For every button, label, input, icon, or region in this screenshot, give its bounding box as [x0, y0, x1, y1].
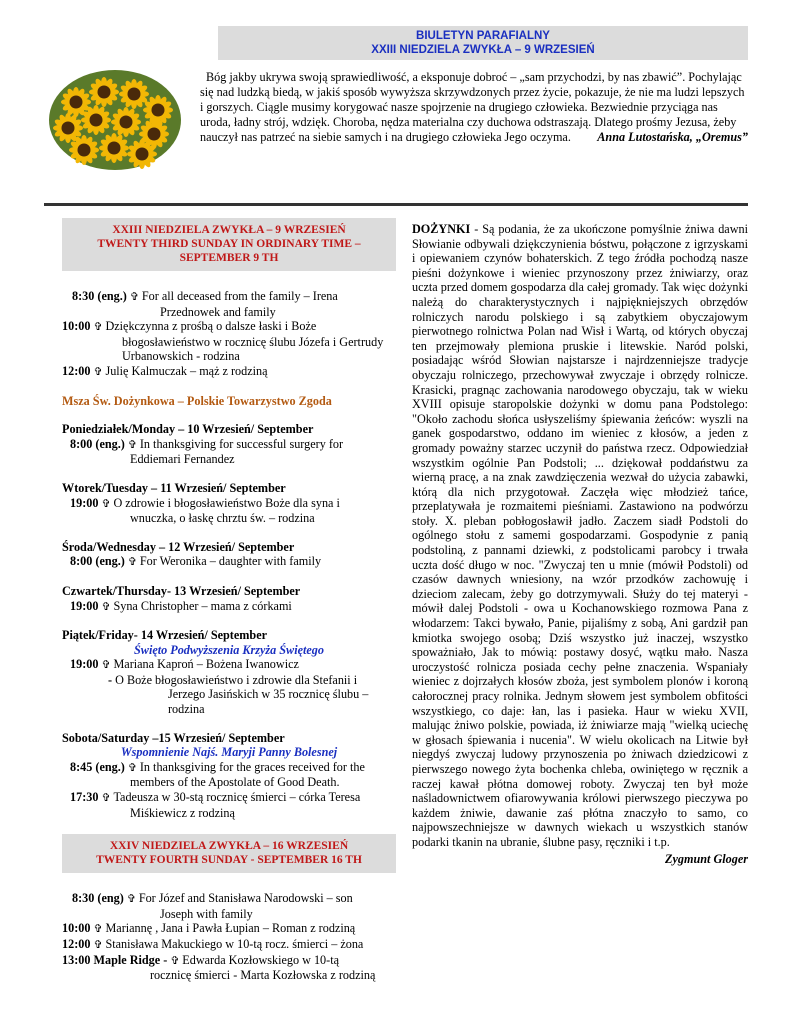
mass-entry: [62, 790, 396, 820]
mass-time: 10:00: [62, 921, 94, 936]
mass-intention: For Józef and Stanisława Narodowski – son: [138, 891, 353, 906]
mass-intention-cont: Jerzego Jasińskich w 35 rocznicę ślubu – rodzina: [168, 687, 369, 717]
mass-time: -: [108, 672, 116, 687]
week2-title-box: [62, 834, 396, 873]
day-heading: Poniedziałek/Monday – 10 Wrzesień/ September: [62, 422, 314, 437]
mass-intention-cont: Przednowek and family: [160, 304, 276, 319]
week1-title-pl: XXIII NIEDZIELA ZWYKŁA – 9 WRZESIEŃ: [112, 224, 346, 236]
mass-time: 19:00: [70, 657, 102, 672]
mass-schedule: [62, 218, 396, 983]
msza-dozynkowa: Msza Św. Dożynkowa – Polskie Towarzystwo Zgoda: [62, 393, 332, 408]
mass-time: 8:00 (eng.): [70, 554, 128, 569]
day-heading: Środa/Wednesday – 12 Wrzesień/ September: [62, 539, 295, 554]
day-heading: Czwartek/Thursday- 13 Wrzesień/ September: [62, 583, 301, 598]
mass-intention: Edwarda Kozłowskiego w 10-tą: [182, 952, 339, 967]
day-block: [62, 481, 396, 526]
mass-intention: In thanksgiving for successful surgery for: [139, 436, 344, 451]
mass-entry: [62, 673, 396, 717]
mass-intention: For all deceased from the family – Irena: [141, 289, 338, 303]
mass-intention-cont: Eddiemari Fernandez: [130, 452, 235, 467]
cross-icon: ✞: [101, 600, 114, 613]
cross-icon: ✞: [93, 321, 106, 334]
day-block: [62, 628, 396, 717]
mass-entry: [62, 760, 396, 790]
cross-icon: ✞: [101, 792, 114, 805]
cross-icon: ✞: [93, 365, 106, 378]
cross-icon: ✞: [101, 497, 114, 510]
mass-time: 8:45 (eng.): [70, 759, 128, 774]
mass-entry: [62, 921, 396, 937]
mass-intention-cont: members of the Apostolate of Good Death.: [130, 775, 340, 790]
day-block: [62, 540, 396, 570]
mass-entry: [62, 364, 396, 380]
sunflower-bouquet-icon: [46, 62, 184, 174]
sunday2-masses: [62, 891, 396, 983]
mass-intention: O zdrowie i błogosławieństwo Boże dla syna i: [113, 495, 340, 510]
cross-icon: ✞: [127, 761, 140, 774]
quote-text: Bóg jakby ukrywa swoją sprawiedliwość, a eksponuje dobroć – „sam przychodzi, by nas zbawić”. Pochylając się nad ludzką biedą, w jakiś sposób wywyższa skrzywdzonych przez życie, pokazuje, że nie ma ludzi lepszych i gorszych. Ciągle musimy korygować nasze spojrzenie na drugiego człowieka. Bezwiednie przyciąga nas uroda, ładny strój, wdzięk. Choroba, nędza materialna czy duchowa odstraszają. Dlatego prośmy Jezusa, żeby nauczył nas patrzeć na siebie samych i na drugiego człowieka Jego oczyma.: [200, 70, 745, 144]
quote-author: Anna Lutostańska, „Oremus”: [597, 130, 748, 144]
feast-name: Święto Podwyższenia Krzyża Świętego: [134, 642, 324, 657]
mass-entry: [62, 289, 396, 319]
mass-time: 12:00: [62, 937, 94, 951]
mass-intention: Dziękczynna z prośbą o dalsze łaski i Boże: [105, 319, 317, 334]
mass-intention: Tadeusza w 30-stą rocznicę śmierci – córka Teresa: [113, 790, 361, 805]
week1-title-en: TWENTY THIRD SUNDAY IN ORDINARY TIME – SEPTEMBER 9 TH: [97, 238, 361, 264]
mass-time: 8:30 (eng.): [72, 289, 130, 303]
mass-entry: [62, 437, 396, 467]
mass-intention-cont: błogosławieństwo w rocznicę ślubu Józefa i Gertrudy Urbanowskich - rodzina: [122, 334, 384, 364]
mass-intention: Mariana Kaproń – Bożena Iwanowicz: [113, 657, 299, 672]
mass-intention: Stanisława Makuckiego w 10-tą rocz. śmierci – żona: [105, 937, 364, 951]
mass-time: 8:00 (eng.): [70, 436, 128, 451]
article-author: Zygmunt Gloger: [665, 851, 748, 866]
mass-entry: [62, 554, 396, 570]
mass-entry: [62, 599, 396, 615]
article: [412, 222, 748, 866]
mass-intention: In thanksgiving for the graces received for the: [139, 759, 365, 774]
day-block: [62, 731, 396, 821]
bulletin-subtitle: XXIII NIEDZIELA ZWYKŁA – 9 WRZESIEŃ: [371, 44, 595, 56]
mass-entry: [62, 319, 396, 364]
mass-entry: [62, 657, 396, 673]
mass-entry: [62, 953, 396, 983]
day-heading: Piątek/Friday- 14 Wrzesień/ September: [62, 628, 268, 643]
day-heading: Wtorek/Tuesday – 11 Wrzesień/ September: [62, 480, 286, 495]
cross-icon: ✞: [170, 954, 183, 967]
mass-time: 19:00: [70, 598, 102, 613]
day-heading: Sobota/Saturday –15 Wrzesień/ September: [62, 730, 285, 745]
day-block: [62, 584, 396, 614]
mass-time: 13:00 Maple Ridge -: [62, 952, 171, 967]
sunday-masses: [62, 289, 396, 380]
cross-icon: ✞: [127, 556, 140, 569]
mass-time: 19:00: [70, 495, 102, 510]
intro-quote: [200, 70, 748, 145]
week2-title-en: TWENTY FOURTH SUNDAY - SEPTEMBER 16 TH: [96, 854, 362, 867]
mass-intention-cont: wnuczka, o łaskę chrztu św. – rodzina: [130, 511, 315, 526]
mass-intention: Julię Kalmuczak – mąż z rodziną: [105, 363, 268, 378]
mass-intention-cont: Joseph with family: [160, 906, 253, 921]
cross-icon: ✞: [127, 438, 140, 451]
mass-intention-cont: Miśkiewicz z rodziną: [130, 805, 235, 820]
mass-intention: For Weronika – daughter with family: [139, 554, 322, 569]
day-block: [62, 422, 396, 467]
mass-intention: Syna Christopher – mama z córkami: [113, 598, 292, 613]
mass-entry: [62, 891, 396, 921]
mass-entry: [62, 937, 396, 953]
article-body: - Są podania, że za ukończone pomyślnie żniwa dawni Słowianie odbywali dziękczynienia bóstwu, połączone z igrzyskami i opiewaniem czynów bohaterskich. Z tego źródła pochodzą nasze pieśni dożynkowe i wieniec przynoszony przez żniwiarzy, oraz uczta przed domem gospodarza dla całej gromady. Tak więc dożynki należą do charakterystycznych i najpiękniejszych obrzędów rolniczych narodu polskiego i są zabytkiem obyczajowym pierwotnego rolnictwa Polan nad Wisł i Wartą, od których obyczaj ten przejmowały plemiona pruskie i litewskie. Naród polski, posiadając wśród Słowian najstarsze i najrdzenniejsze tradycje obyczaju rolniczego, przechowywał zwyczaje i obrzędy rolnicze. Krasicki, pragnąc zachowania narodowego obyczaju, tak w wieku XVIII opisuje staropolskie dożynki w domu pana Podstolego: "Około zachodu słońca usłyszeliśmy śpiewania żeńców: wyszli na ganek gospodarstwo, oddano im wieniec z kłosów, a jeden z gromady poważny starzec uczynił do państwa rzecz. Odpowiedział wszystkim ogólnie Pan Podstoli; ... dziękował poddaństwu za wierną pracę, a na znak zawdzięczenia wezwał do użycia zabawki, którą dla nich przygotował. Zaczęła więc młodzież tańce, przeplatywała je rozmaitemi pieśniami. Zastawiono na podwórzu stoły. X. pleban pobłogosławił jadło. Zaczem siadł Podstoli do ogólnego stołu z samemi gospodarzami. Gospodynie z panią podstoliną, z pannami dziewki, z podstolicami parobcy i trwała uczta dość długo w noc. "Zwyczaj ten u mnie (mówił Podstoli) od czasów dawnych wniesiony, na wzór przodków zachowuję i dzieciom zalecam, żeby go dotrzymywali. Służy do tej materyi - mówił dalej Podstoli - owa u Kochanowskiego rozmowa Pana z włodarzem: Takci bywało, Panie, pijaliśmy z sobą, Ani gardził pan kmiotka swojego osobą; Dziś wszystko już inaczej, wszystko spoważniało, Jak to mówią: postawy dosyć, wątku mało. Nasza uroczystość rolnicza posiada cechy pełne znaczenia. Wspaniały wieniec z dojrzałych kłosów zboża, jest symbolem plonów i koroną całorocznej pracy rolnika. Jednym słowem jest symbolem obfitości wszystkiego, co daje: łan, las i pasieka. Haur w wieku XVII, malując żniwo polskie, powiada, iż żniwiarze mają "wielką uciechę w głosach śpiewania i nucenia". W wielu okolicach na Litwie był niegdyś zwyczaj ludowy przynoszenia po żniwach dziedzicowi z pierwszego nowego żyta bochenka chleba, owiniętego w ręcznik a raczej kawał płótna domowej roboty. Zwyczaj ten był może naśladownictwem ofiarowywania królowi pierwszego pieczywa po każdem żniwie, dawanie zaś płótna znaczyło to samo, co najpowszechniejsze w dawnych wiekach u wszystkich stanów podarki tkanin na ubranie, ślubne pasy, ręczniki i t.p.: [412, 222, 748, 849]
bulletin-header: [218, 26, 748, 60]
week1-title-box: [62, 218, 396, 271]
mass-intention-cont: rocznicę śmierci - Marta Kozłowska z rodziną: [150, 968, 376, 983]
mass-time: 12:00: [62, 363, 94, 378]
weekday-masses: [62, 422, 396, 820]
mass-entry: [62, 496, 396, 526]
mass-time: 10:00: [62, 319, 94, 334]
cross-icon: ✞: [126, 893, 139, 906]
cross-icon: ✞: [101, 659, 114, 672]
cross-icon: ✞: [129, 291, 142, 303]
cross-icon: ✞: [93, 939, 106, 951]
bulletin-title: BIULETYN PARAFIALNY: [416, 30, 550, 42]
mass-intention: Mariannę , Jana i Pawła Łupian – Roman z rodziną: [105, 921, 356, 936]
mass-time: 8:30 (eng): [72, 891, 127, 906]
week2-title-pl: XXIV NIEDZIELA ZWYKŁA – 16 WRZESIEŃ: [109, 840, 349, 853]
feast-name: Wspomnienie Najś. Maryji Panny Bolesnej: [120, 745, 338, 760]
article-title: DOŻYNKI: [412, 222, 471, 236]
mass-intention: O Boże błogosławieństwo i zdrowie dla Stefanii i: [115, 672, 358, 687]
section-divider: [44, 203, 748, 206]
cross-icon: ✞: [93, 923, 106, 936]
mass-time: 17:30: [70, 790, 102, 805]
